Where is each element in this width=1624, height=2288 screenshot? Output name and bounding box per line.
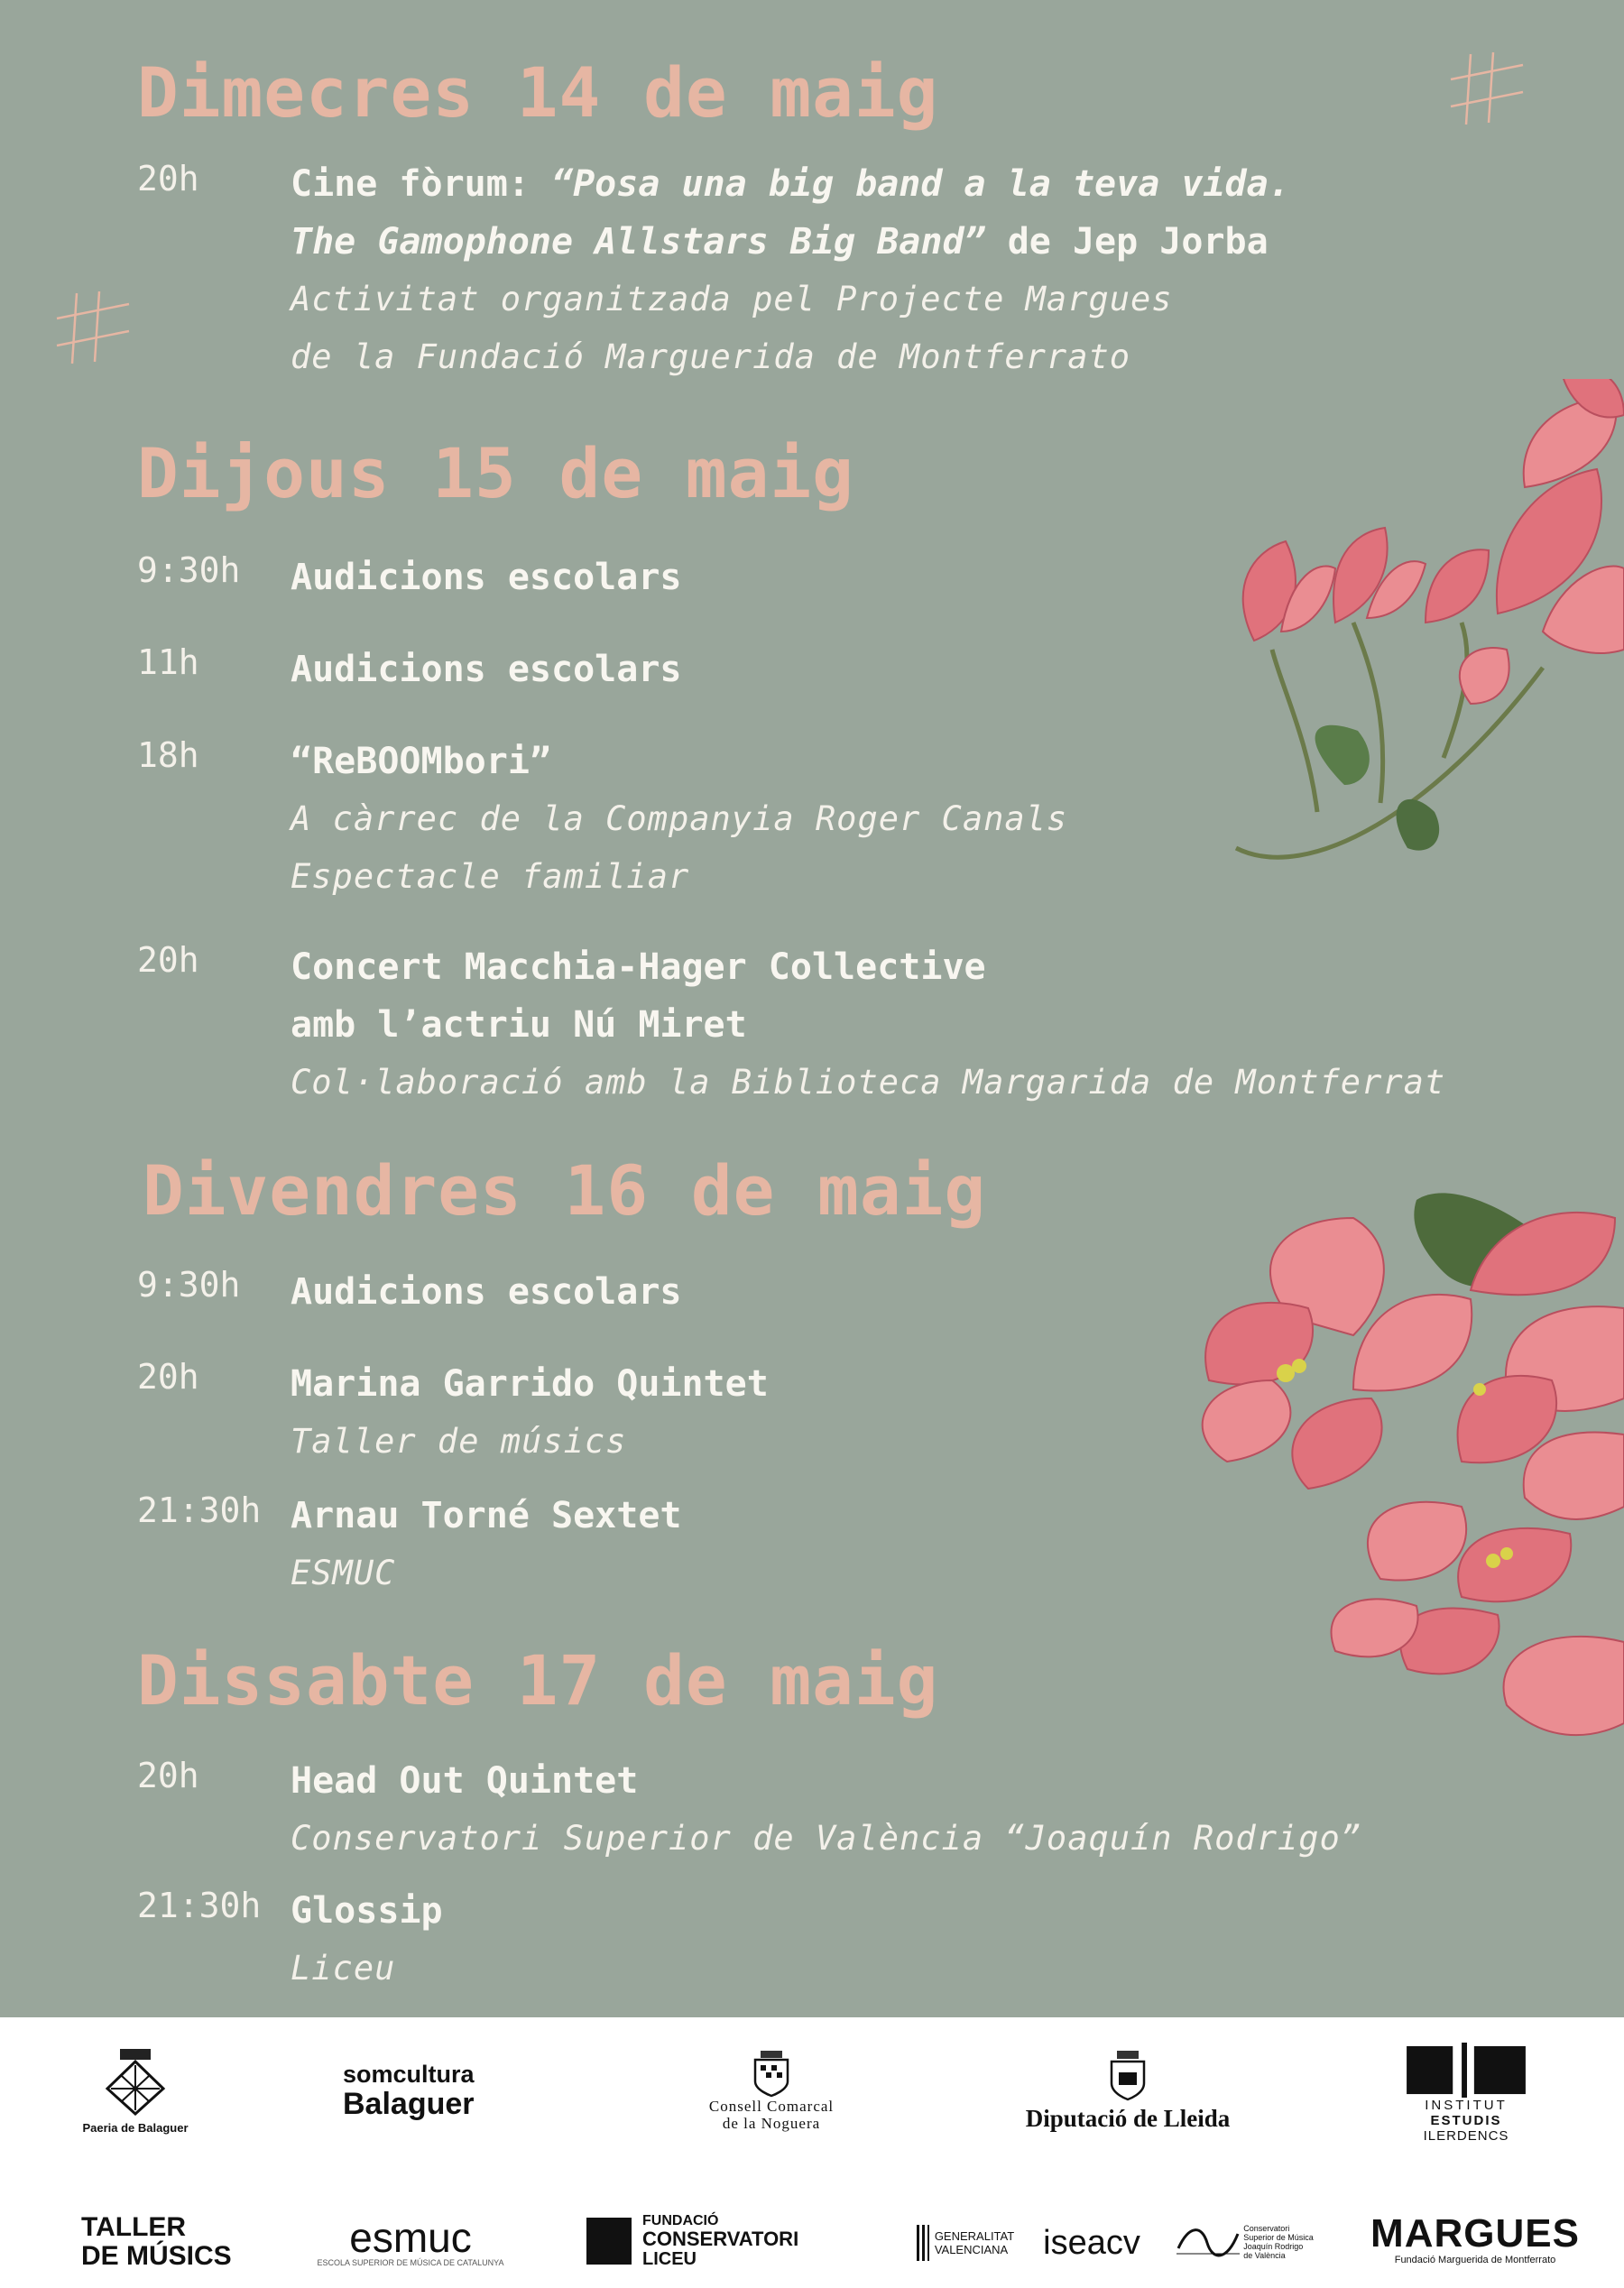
event-time: 9:30h — [137, 1265, 241, 1305]
event-head-out — [291, 1752, 1361, 1868]
logo-fundacio-conservatori-liceu — [586, 2209, 839, 2274]
generalitat-shield-icon — [917, 2225, 929, 2261]
logo-text: CONSERVATORI — [642, 2227, 799, 2250]
logo-caption: ESTUDIS — [1430, 2113, 1502, 2128]
logo-diputacio-lleida — [997, 2041, 1259, 2140]
bougainvillea-illustration-upper — [1200, 379, 1624, 920]
logo-text: FUNDACIÓ — [642, 2212, 719, 2228]
coat-of-arms-icon — [752, 2049, 791, 2098]
logo-caption: Paeria de Balaguer — [82, 2120, 189, 2135]
coat-of-arms-icon — [1108, 2049, 1148, 2101]
hash-mark-top-right — [1444, 45, 1529, 131]
event-time: 11h — [137, 642, 199, 682]
logo-text: MARGUES — [1370, 2211, 1580, 2256]
event-subtitle: Taller de músics — [291, 1422, 627, 1461]
logo-institut-estudis-ilerdencs — [1389, 2043, 1543, 2144]
event-title: de Jep Jorba — [985, 221, 1269, 263]
logo-text: DE MÚSICS — [81, 2241, 232, 2271]
logo-text-group — [1243, 2224, 1314, 2260]
logo-margues — [1370, 2201, 1580, 2277]
event-subtitle: A càrrec de la Companyia Roger Canals — [291, 799, 1068, 838]
event-title: Concert Macchia-Hager Collective — [291, 946, 986, 988]
event-audicions-3 — [291, 1263, 681, 1321]
bougainvillea-illustration-lower — [1173, 1164, 1624, 1786]
event-time: 20h — [137, 1357, 199, 1397]
logo-caption: ESCOLA SUPERIOR DE MÚSICA DE CATALUNYA — [317, 2258, 504, 2267]
iei-mark-icon — [1398, 2043, 1534, 2098]
event-title: “ReBOOMbori” — [291, 741, 551, 782]
event-arnau-torne — [291, 1487, 681, 1602]
day-heading-dijous: Dijous 15 de maig — [137, 433, 854, 513]
coat-of-arms-icon — [104, 2047, 167, 2116]
event-reboombori — [291, 733, 1067, 906]
logo-text: LICEU — [642, 2248, 697, 2269]
logo-text: Joaquín Rodrigo — [1243, 2242, 1304, 2251]
logo-iseacv — [1029, 2214, 1155, 2272]
logo-text: TALLER — [81, 2212, 187, 2242]
sponsors-strip — [0, 2017, 1624, 2288]
event-time: 9:30h — [137, 550, 241, 590]
logo-caption: Diputació de Lleida — [1025, 2104, 1231, 2132]
event-time: 20h — [137, 159, 199, 198]
logo-text-group — [935, 2229, 1014, 2256]
event-glossip — [291, 1882, 443, 1997]
event-time: 20h — [137, 940, 199, 980]
logo-taller-musics — [81, 2209, 280, 2275]
logo-esmuc — [307, 2210, 514, 2274]
event-subtitle: Liceu — [291, 1949, 396, 1988]
event-title: amb l’actriu Nú Miret — [291, 1004, 747, 1046]
event-time: 20h — [137, 1756, 199, 1795]
logo-somcultura-balaguer — [343, 2053, 541, 2126]
event-audicions-2 — [291, 641, 681, 698]
event-marina-garrido — [291, 1355, 769, 1471]
logo-text: iseacv — [1043, 2223, 1140, 2262]
event-time: 21:30h — [137, 1886, 262, 1925]
event-subtitle: Conservatori Superior de València “Joaquín Rodrigo” — [291, 1819, 1362, 1858]
event-title: Arnau Torné Sextet — [291, 1495, 682, 1536]
logo-text: Conservatori — [1243, 2224, 1290, 2233]
logo-consell-comarcal — [668, 2041, 875, 2140]
logo-text: Superior de Música — [1243, 2233, 1314, 2242]
event-time: 18h — [137, 735, 199, 775]
day-heading-dissabte: Dissabte 17 de maig — [137, 1640, 939, 1721]
event-subtitle: de la Fundació Marguerida de Montferrato — [291, 337, 1131, 376]
event-time: 21:30h — [137, 1490, 262, 1530]
logo-text: somcultura — [343, 2060, 475, 2088]
logo-caption: de la Noguera — [722, 2115, 821, 2132]
event-cine-forum — [291, 155, 1290, 386]
logo-text: VALENCIANA — [934, 2243, 1009, 2256]
logo-generalitat-valenciana — [907, 2218, 1024, 2268]
event-title: Audicions escolars — [291, 557, 682, 598]
logo-caption: Fundació Marguerida de Montferrato — [1394, 2255, 1556, 2265]
event-subtitle: Activitat organitzada pel Projecte Margues — [291, 280, 1173, 318]
logo-caption: Consell Comarcal — [708, 2098, 835, 2115]
logo-text: GENERALITAT — [934, 2229, 1015, 2243]
event-subtitle: Col·laboració amb la Biblioteca Margarida de Montferrat — [291, 1063, 1446, 1102]
event-subtitle: Espectacle familiar — [291, 857, 690, 896]
liceu-mark-icon — [586, 2218, 632, 2265]
hash-mark-left — [50, 284, 135, 370]
event-title: Audicions escolars — [291, 1271, 682, 1313]
event-audicions-1 — [291, 549, 681, 606]
logo-caption: INSTITUT — [1425, 2098, 1508, 2113]
logo-paeria-balaguer — [63, 2041, 208, 2140]
event-title-italic: The Gamophone Allstars Big Band” — [291, 221, 986, 263]
logo-csm-joaquin-rodrigo — [1173, 2210, 1317, 2274]
logo-caption: ILERDENCS — [1423, 2128, 1509, 2144]
event-title: Audicions escolars — [291, 649, 682, 690]
logo-text-group — [642, 2213, 798, 2270]
event-title-italic: “Posa una big band a la teva vida. — [550, 163, 1290, 205]
event-macchia-hager — [291, 938, 1445, 1112]
day-heading-divendres: Divendres 16 de maig — [143, 1150, 987, 1231]
event-subtitle: ESMUC — [291, 1554, 396, 1592]
event-title: Cine fòrum: — [291, 163, 551, 205]
event-title: Marina Garrido Quintet — [291, 1363, 769, 1405]
music-wave-icon — [1176, 2221, 1240, 2263]
event-title: Head Out Quintet — [291, 1760, 639, 1802]
event-title: Glossip — [291, 1890, 443, 1932]
day-heading-dimecres: Dimecres 14 de maig — [137, 52, 939, 133]
logo-text: de València — [1243, 2251, 1286, 2260]
logo-text: Balaguer — [343, 2086, 475, 2121]
logo-text: esmuc — [349, 2214, 472, 2261]
